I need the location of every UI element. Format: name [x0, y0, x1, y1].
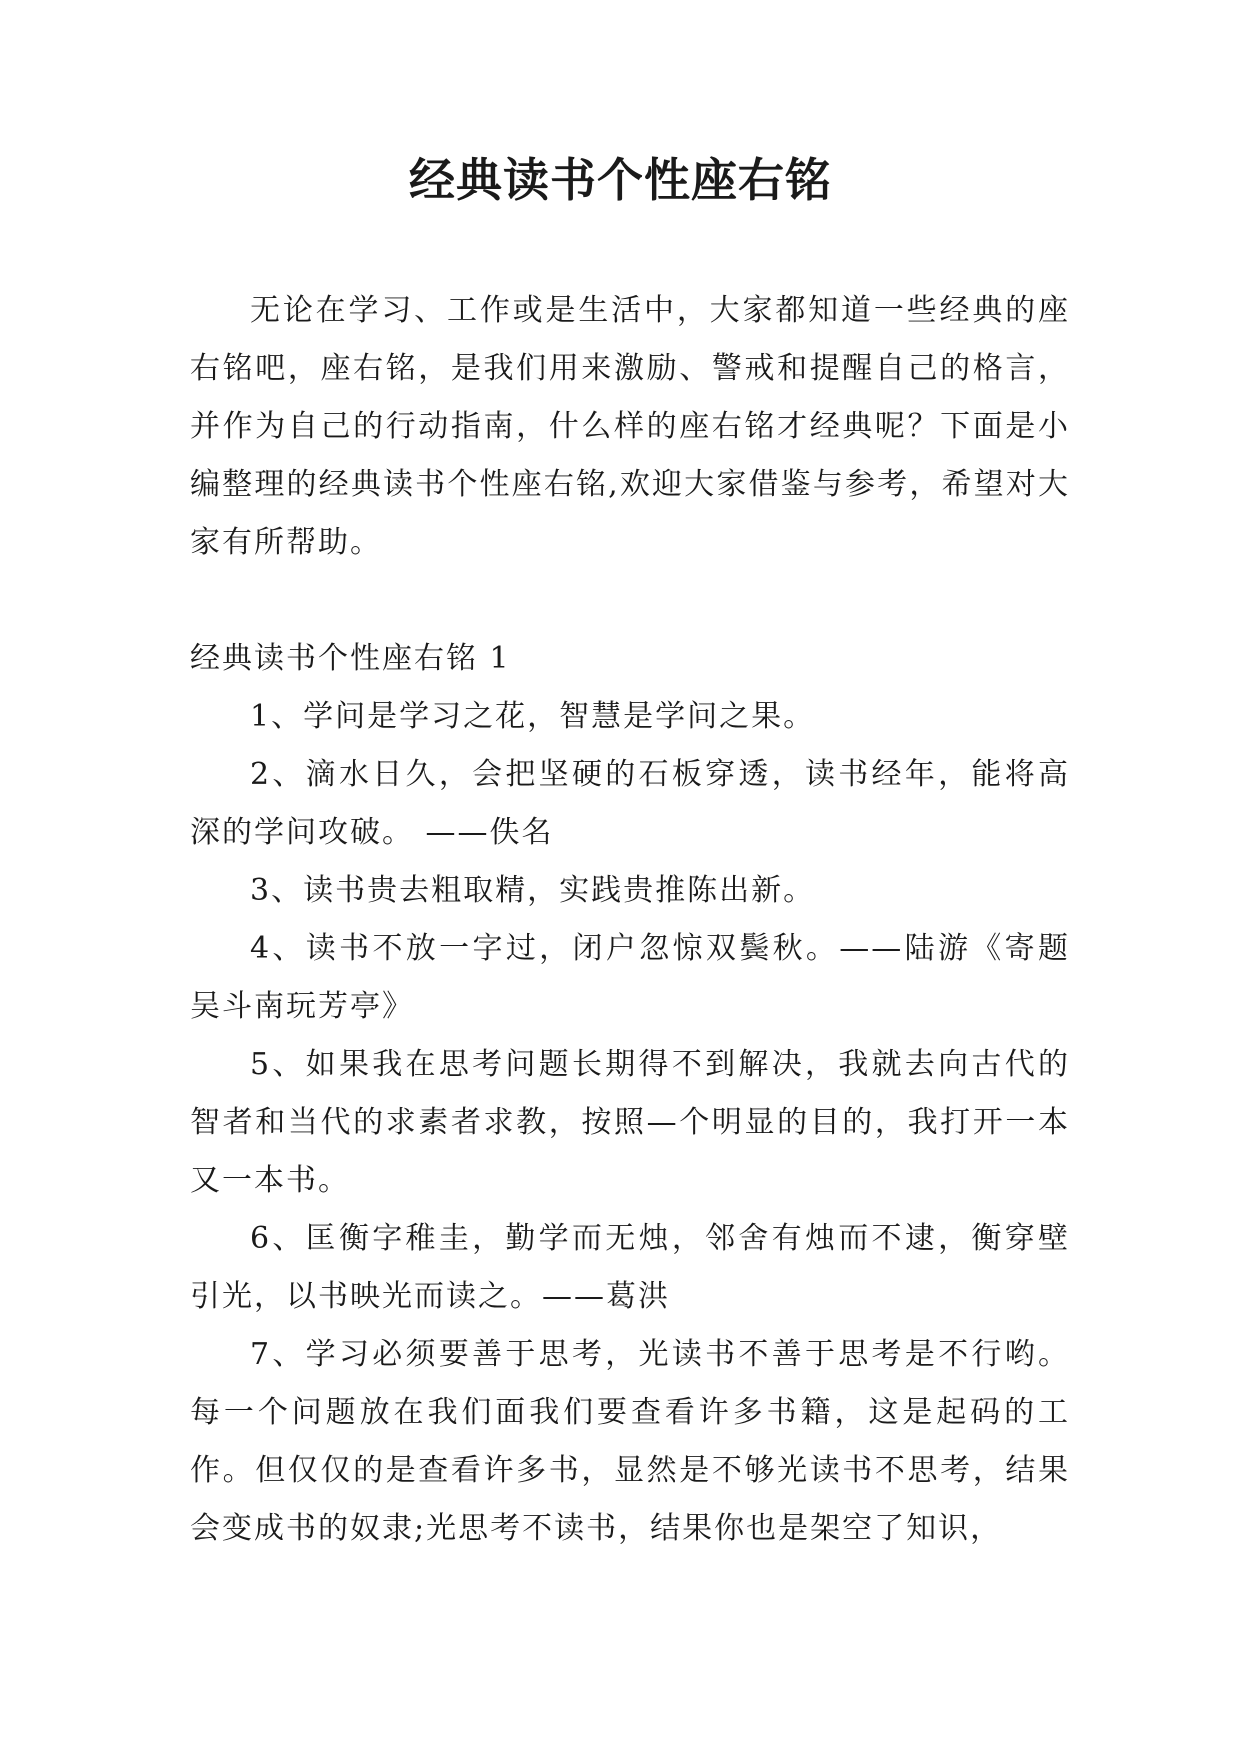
intro-paragraph: 无论在学习、工作或是生活中，大家都知道一些经典的座右铭吧，座右铭，是我们用来激励、警戒和提醒自己的格言，并作为自己的行动指南，什么样的座右铭才经典呢？下面是小编整理的经典读书个性座右铭,欢迎大家借鉴与参考，希望对大家有所帮助。 [190, 293, 1070, 560]
page-title: 经典读书个性座右铭 [409, 153, 832, 207]
list-item: 7、学习必须要善于思考，光读书不善于思考是不行哟。每一个问题放在我们面我们要查看许多书籍，这是起码的工作。但仅仅的是查看许多书，显然是不够光读书不思考，结果会变成书的奴隶;光思考不读书，结果你也是架空了知识， [190, 1337, 1070, 1546]
list-item: 6、匡衡字稚圭，勤学而无烛，邻舍有烛而不逮，衡穿壁引光，以书映光而读之。——葛洪 [190, 1221, 1070, 1314]
list-item: 3、读书贵去粗取精，实践贵推陈出新。 [250, 873, 816, 908]
section-heading: 经典读书个性座右铭 1 [190, 641, 511, 676]
list-item: 1、学问是学习之花，智慧是学问之果。 [250, 699, 816, 734]
list-item: 2、滴水日久，会把坚硬的石板穿透，读书经年，能将高深的学问攻破。 ——佚名 [190, 757, 1070, 850]
list-item: 4、读书不放一字过，闭户忽惊双鬓秋。——陆游《寄题吴斗南玩芳亭》 [190, 931, 1070, 1024]
list-item: 5、如果我在思考问题长期得不到解决，我就去向古代的智者和当代的求素者求教，按照—个明显的目的，我打开一本又一本书。 [190, 1047, 1070, 1198]
document-body [190, 282, 1070, 1558]
